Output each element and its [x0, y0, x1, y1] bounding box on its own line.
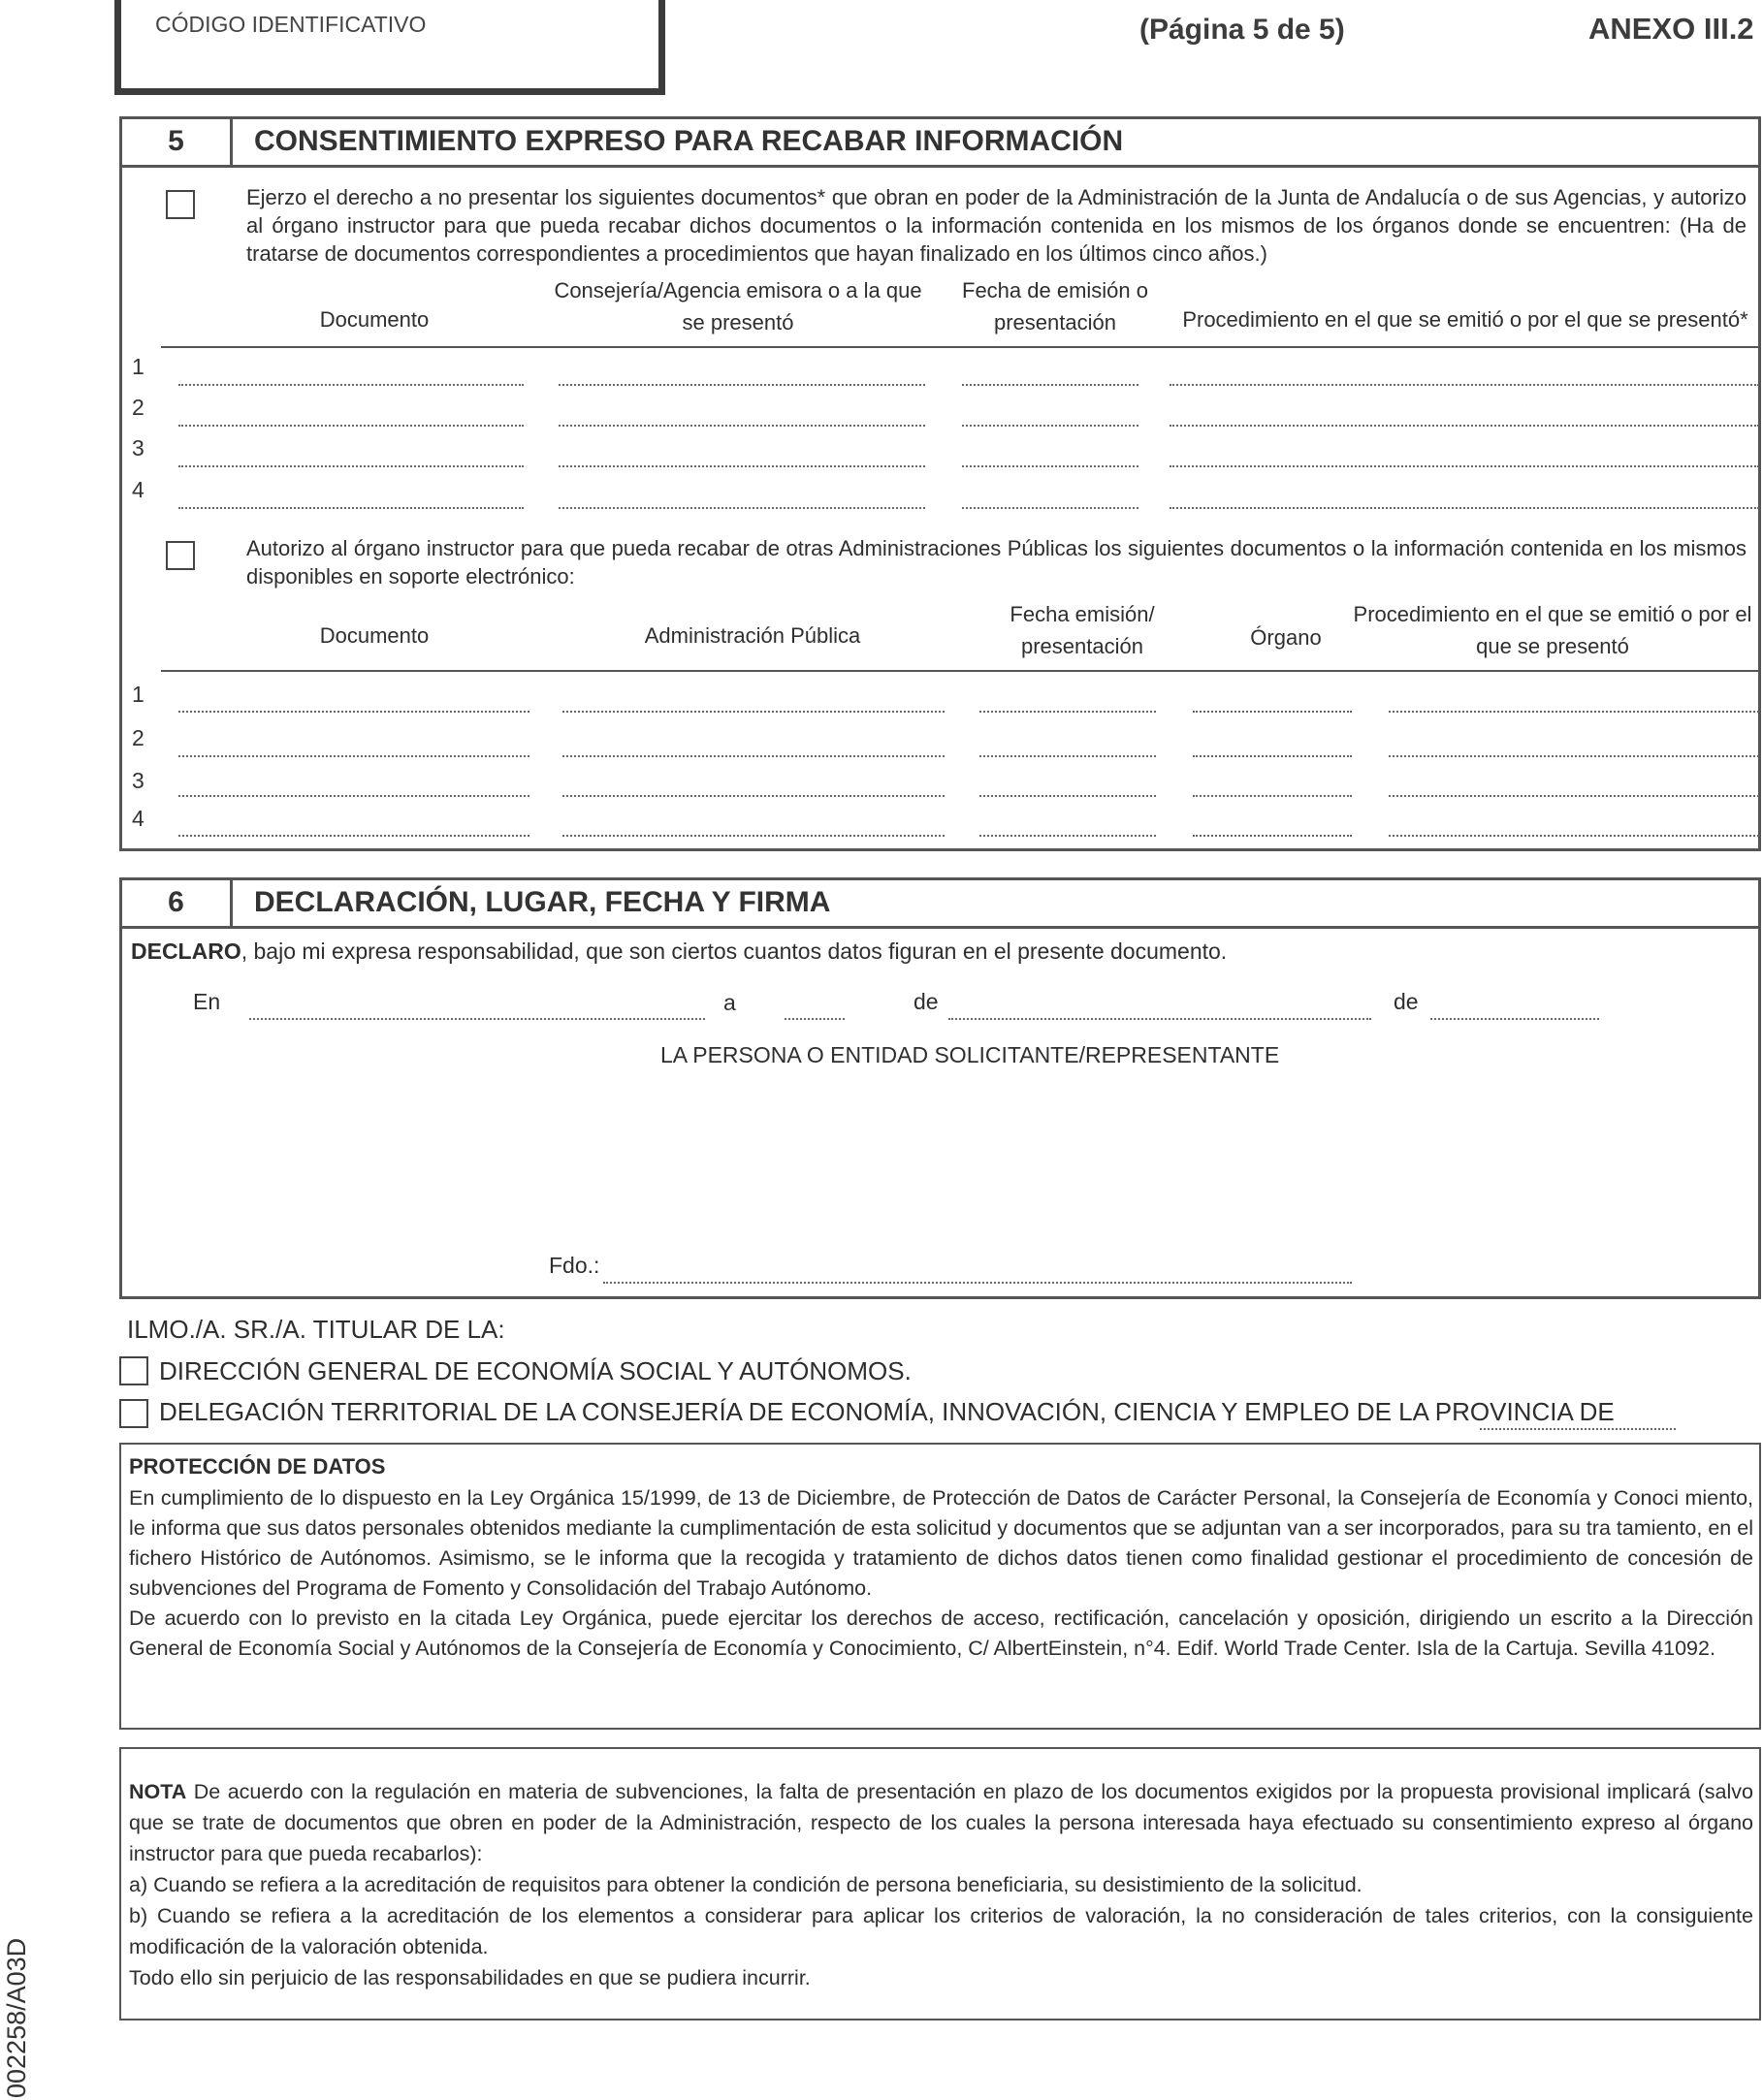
- section-number: 6: [122, 880, 233, 926]
- table2-header-documento: Documento: [319, 623, 430, 648]
- table2-field-fecha[interactable]: [979, 835, 1156, 837]
- section-title: CONSENTIMIENTO EXPRESO PARA RECABAR INFORMACIÓN: [254, 125, 1124, 157]
- table2-field-organo[interactable]: [1193, 711, 1352, 713]
- table2-field-administracion[interactable]: [562, 795, 945, 797]
- consent-option-2-checkbox[interactable]: [166, 541, 195, 570]
- table2-field-documento[interactable]: [178, 835, 529, 837]
- addressee-option-2-label: DELEGACIÓN TERRITORIAL DE LA CONSEJERÍA DE ECONOMÍA, INNOVACIÓN, CIENCIA Y EMPLEO DE LA PROVINCIA DE: [159, 1397, 1615, 1426]
- table2-header-administracion: Administración Pública: [644, 623, 861, 648]
- nota-end: Todo ello sin perjuicio de las responsabilidades en que se pudiera incurrir.: [129, 1966, 811, 1989]
- signer-label: LA PERSONA O ENTIDAD SOLICITANTE/REPRESENTANTE: [660, 1042, 1280, 1067]
- table2-row-number: 2: [132, 725, 144, 750]
- place-field[interactable]: [249, 1018, 705, 1020]
- table1-field-fecha[interactable]: [962, 425, 1138, 427]
- date-label-de-year: de: [1394, 989, 1419, 1014]
- table2-field-fecha[interactable]: [979, 795, 1156, 797]
- addressee-title: ILMO./A. SR./A. TITULAR DE LA:: [127, 1315, 505, 1344]
- table1-row-number: 2: [132, 395, 144, 420]
- table1-field-documento[interactable]: [178, 425, 524, 427]
- table1-row-number: 4: [132, 477, 144, 502]
- table1-row-number: 3: [132, 435, 144, 461]
- day-field[interactable]: [785, 1018, 845, 1020]
- nota-intro: [129, 1776, 1753, 1869]
- table1-field-consejeria[interactable]: [559, 384, 925, 386]
- section-title: DECLARACIÓN, LUGAR, FECHA Y FIRMA: [254, 886, 831, 918]
- declaro-rest: , bajo mi expresa responsabilidad, que son ciertos cuantos datos figuran en el presente documento.: [240, 939, 1228, 964]
- table1-field-consejeria[interactable]: [559, 425, 925, 427]
- section-number: 5: [122, 119, 233, 165]
- table2-header-procedimiento: Procedimiento en el que se emitió o por el que se presentó: [1353, 602, 1752, 658]
- page-number: (Página 5 de 5): [1139, 14, 1345, 46]
- addressee-option-2-checkbox[interactable]: [119, 1399, 148, 1428]
- table2-field-documento[interactable]: [178, 711, 529, 713]
- table2-row-number: 3: [132, 768, 144, 793]
- nota-box: [119, 1747, 1761, 2020]
- section-6-declaration: [119, 877, 1761, 1299]
- table1-field-procedimiento[interactable]: [1170, 507, 1759, 509]
- table2-field-administracion[interactable]: [562, 755, 945, 757]
- consent-option-1-checkbox[interactable]: [166, 190, 195, 219]
- data-protection-para-1: En cumplimiento de lo dispuesto en la Ley Orgánica 15/1999, de 13 de Diciembre, de Protección de Datos de Carácter Personal, la Consejería de Economía y Conoci miento, le informa que sus datos personales obtenidos mediante la cumplimentación de esta solicitud y documentos que se adjuntan van a ser incorporados, para su tra tamiento, en el fichero Histórico de Autónomos. Asimismo, se le informa que la recogida y tratamiento de dichos datos tienen como finalidad gestionar el procedimiento de concesión de subvenciones del Programa de Fomento y Consolidación del Trabajo Autónomo.: [129, 1486, 1753, 1600]
- table1-header-consejeria: Consejería/Agencia emisora o a la que se presentó: [554, 278, 922, 334]
- table2-field-procedimiento[interactable]: [1389, 711, 1759, 713]
- table2-field-procedimiento[interactable]: [1389, 795, 1759, 797]
- table1-row-number: 1: [132, 354, 144, 379]
- table1-field-consejeria[interactable]: [559, 507, 925, 509]
- addressee-option-1-label: DIRECCIÓN GENERAL DE ECONOMÍA SOCIAL Y AUTÓNOMOS.: [159, 1356, 912, 1385]
- nota-item-a: a) Cuando se refiera a la acreditación de requisitos para obtener la condición de persona beneficiaria, su desistimiento de la solicitud.: [129, 1873, 1362, 1896]
- table1-header-procedimiento: Procedimiento en el que se emitió o por el que se presentó*: [1182, 307, 1748, 332]
- table1-field-documento[interactable]: [178, 384, 524, 386]
- table1-field-procedimiento[interactable]: [1170, 465, 1759, 467]
- document-side-code: 002258/A03D: [2, 1937, 31, 2098]
- data-protection-title: PROTECCIÓN DE DATOS: [129, 1454, 386, 1479]
- table2-field-organo[interactable]: [1193, 755, 1352, 757]
- table2-field-fecha[interactable]: [979, 711, 1156, 713]
- table1-field-procedimiento[interactable]: [1170, 384, 1759, 386]
- province-field[interactable]: [1480, 1428, 1676, 1430]
- declaro-bold: DECLARO: [131, 939, 241, 964]
- table1-field-fecha[interactable]: [962, 507, 1138, 509]
- table2-header-rule: [161, 670, 1759, 672]
- table1-header-rule: [161, 346, 1759, 348]
- annex-label: ANEXO III.2: [1588, 12, 1754, 46]
- fdo-name-field[interactable]: [603, 1282, 1352, 1284]
- month-field[interactable]: [948, 1018, 1371, 1020]
- table1-field-fecha[interactable]: [962, 384, 1138, 386]
- table1-field-documento[interactable]: [178, 465, 524, 467]
- table2-field-documento[interactable]: [178, 795, 529, 797]
- table2-field-fecha[interactable]: [979, 755, 1156, 757]
- data-protection-para-2: De acuerdo con lo previsto en la citada Ley Orgánica, puede ejercitar los derechos de acceso, rectificación, cancelación y oposición, dirigiendo un escrito a la Dirección General de Economía Social y Autónomos de la Consejería de Economía y Conocimiento, C/ AlbertEinstein, n°4. Edif. World Trade Center. Isla de la Cartuja. Sevilla 41092.: [129, 1607, 1753, 1660]
- table2-field-organo[interactable]: [1193, 795, 1352, 797]
- section-5-consent: [119, 116, 1761, 851]
- addressee-option-1-checkbox[interactable]: [119, 1356, 148, 1385]
- place-label-en: En: [193, 989, 221, 1014]
- nota-bold: NOTA: [129, 1780, 187, 1803]
- table2-field-organo[interactable]: [1193, 835, 1352, 837]
- table1-field-documento[interactable]: [178, 507, 524, 509]
- table2-row-number: 1: [132, 682, 144, 707]
- table1-field-procedimiento[interactable]: [1170, 425, 1759, 427]
- table1-field-fecha[interactable]: [962, 465, 1138, 467]
- date-label-de-month: de: [914, 989, 939, 1014]
- nota-item-b: b) Cuando se refiera a la acreditación de los elementos a considerar para aplicar los criterios de valoración, la no consideración de tales criterios, con la consiguiente modificación de la valoración obtenida.: [129, 1904, 1753, 1958]
- table2-field-administracion[interactable]: [562, 711, 945, 713]
- table2-field-procedimiento[interactable]: [1389, 835, 1759, 837]
- fdo-label: Fdo.:: [549, 1253, 600, 1278]
- table2-field-documento[interactable]: [178, 755, 529, 757]
- declaration-text: [131, 939, 1227, 965]
- table1-field-consejeria[interactable]: [559, 465, 925, 467]
- date-label-a: a: [723, 990, 736, 1015]
- table2-field-procedimiento[interactable]: [1389, 755, 1759, 757]
- table2-header-fecha: Fecha emisión/ presentación: [1010, 602, 1155, 658]
- table2-field-administracion[interactable]: [562, 835, 945, 837]
- consent-option-1-text: Ejerzo el derecho a no presentar los siguientes documentos* que obran en poder de la Administración de la Junta de Andalucía o de sus Agencias, y autorizo al órgano instructor para que pueda recabar dichos documentos o la información contenida en los mismos de los órganos donde se encuentren: (Ha de tratarse de documentos correspondientes a procedimientos que hayan finalizado en los últimos cinco años.): [246, 185, 1747, 266]
- table2-row-number: 4: [132, 806, 144, 831]
- section-5-header: [122, 119, 1758, 168]
- codigo-identificativo-label: CÓDIGO IDENTIFICATIVO: [155, 12, 427, 37]
- table1-header-fecha: Fecha de emisión o presentación: [962, 278, 1148, 334]
- section-6-header: [122, 880, 1758, 929]
- table2-header-organo: Órgano: [1250, 625, 1322, 650]
- signature-area[interactable]: [413, 1084, 1286, 1249]
- consent-option-2-text: Autorizo al órgano instructor para que pueda recabar de otras Administraciones Públicas los siguientes documentos o la información contenida en los mismos disponibles en soporte electrónico:: [246, 536, 1747, 589]
- data-protection-box: [119, 1443, 1761, 1730]
- nota-intro-text: De acuerdo con la regulación en materia de subvenciones, la falta de presentación en plazo de los documentos exigidos por la propuesta provisional implicará (salvo que se trate de documentos que obren en poder de la Administración, respecto de los cuales la persona interesada haya efectuado su consentimiento expreso al órgano instructor para que pueda recabarlos):: [129, 1780, 1753, 1865]
- year-field[interactable]: [1430, 1018, 1599, 1020]
- table1-header-documento: Documento: [319, 307, 430, 332]
